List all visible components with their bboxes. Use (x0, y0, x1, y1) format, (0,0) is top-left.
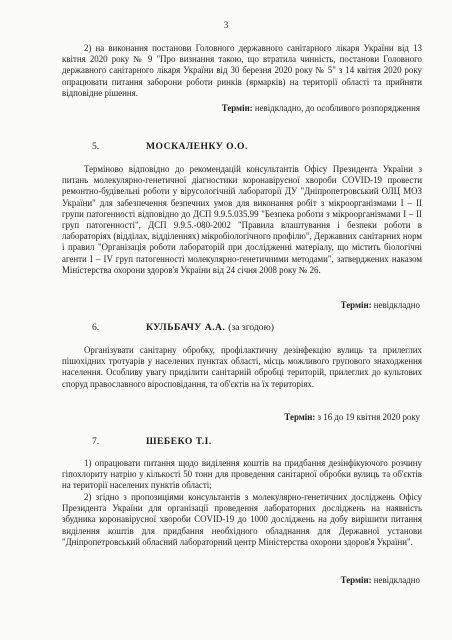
section-number: 5. (92, 141, 100, 152)
term-label: Термін: (340, 300, 372, 310)
intro-paragraph: 2) на виконання постанови Головного державного санітарного лікаря України від 13 квітня 2020 року № 9 "Про визнання такою, що втратила чинність, постанови Головного державного санітарного лікаря України від 30 березня 2020 року № 5" з 14 квітня 2020 року опрацювати питання заборони роботи ринків (ярмарків) на території області та прийняти відповідне рішення. (62, 43, 422, 98)
section-7-paragraph-2: 2) згідно з пропозиціями консультантів з молекулярно-генетичних досліджень Офісу Президента України для організації проведення лабораторних досліджень на наявність збудника коронавірусної хвороби COVID-19 до 1000 досліджень на добу вирішити питання виділення коштів для придбання необхідного обладнання для Державної установи "Дніпропетровський обласний лабораторний центр Міністерства охорони здоров'я України". (62, 492, 422, 547)
term-label: Термін: (284, 412, 316, 422)
intro-term (220, 103, 420, 114)
section-number: 6. (92, 322, 100, 333)
section-name: ШЕБЕКО Т.І. (146, 436, 212, 447)
section-7-term (341, 575, 420, 586)
page-number: 3 (223, 20, 229, 30)
term-label: Термін: (340, 575, 372, 585)
section-name: КУЛЬБАЧУ А.А. (за згодою) (146, 322, 274, 333)
term-value: невідкладно (373, 300, 420, 310)
term-value: невідкладно (373, 575, 420, 585)
section-5-term (341, 300, 420, 311)
section-5-paragraph: Терміново відповідно до рекомендацій консультантів Офісу Президента України з питань молекулярно-генетичної діагностики коронавірусної хвороби COVID-19 провести ремонтно-будівельні роботи у вірусологічній лабораторії ДУ "Дніпропетровський ОЛЦ МОЗ України" для забезпечення безпечних умов для виконання робіт з мікроорганізмами I – II групи патогенності відповідно до ДСП 9.9.5.035.99 "Безпека роботи з мікроорганізмами I – II груп патогенності", ДСП 9.9.5.-080-2002 "Правила влаштування і безпеки роботи в лабораторіях (відділах, відділеннях) мікробіологічного профілю", Державних санітарних норм і правил "Організація роботи лабораторій при дослідженні матеріалу, що містить біологічні агенти I – IV груп патогенності молекулярно-генетичними методами", затверджених наказом Міністерства охорони здоров'я України від 24 січня 2008 року № 26. (62, 164, 422, 275)
term-value: невідкладно, до особливого розпорядження (254, 103, 420, 113)
section-7-paragraph-1: 1) опрацювати питання щодо виділення коштів на придбання дезінфікуючого розчину гіпохлориту натрію у кількості 50 тонн для проведення санітарної обробки вулиць та об'єктів на території населених пунктів області; (62, 458, 422, 491)
section-name: МОСКАЛЕНКУ О.О. (146, 141, 248, 152)
term-value: з 16 до 19 квітня 2020 року (317, 412, 420, 422)
section-6-paragraph: Організувати санітарну обробку, профілактичну дезінфекцію вулиць та прилеглих пішохідних тротуарів у населених пунктах області, місць можливого групового знаходження населення. Особливу увагу приділити санітарній обробці територій, прилеглих до культових споруд православного віросповідання, та об'єктів на їх територіях. (62, 345, 422, 389)
section-number: 7. (92, 436, 100, 447)
section-6-term (284, 412, 420, 423)
term-label: Термін: (221, 103, 253, 113)
section-note: (за згодою) (228, 322, 274, 333)
